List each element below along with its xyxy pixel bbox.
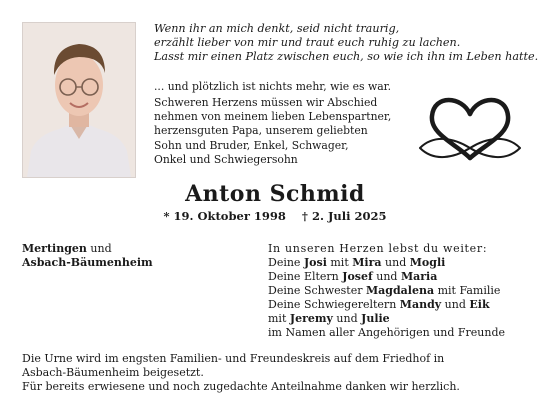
text-run: Deine Eltern bbox=[268, 270, 343, 283]
birth-date: * 19. Oktober 1998 bbox=[163, 209, 286, 223]
portrait-photo bbox=[22, 22, 136, 178]
mourner-name: Mandy bbox=[399, 298, 442, 311]
place-name: Mertingen bbox=[22, 242, 87, 255]
mourner-name: Josi bbox=[303, 256, 327, 269]
sudden-line: ... und plötzlich ist nichts mehr, wie es war. bbox=[154, 80, 392, 93]
mourners-heading: In unseren Herzen lebst du weiter: bbox=[268, 242, 488, 255]
mourner-name: Mira bbox=[352, 256, 382, 269]
mourners-line: im Namen aller Angehörigen und Freunde bbox=[268, 326, 506, 339]
death-date: † 2. Juli 2025 bbox=[301, 209, 387, 223]
heart-infinity-icon bbox=[414, 86, 526, 168]
closing-line: Für bereits erwiesene und noch zugedachte Anteilnahme danken wir herzlich. bbox=[22, 379, 460, 393]
announcement-line: nehmen von meinem lieben Lebenspartner, bbox=[154, 110, 392, 124]
mourners-line bbox=[268, 284, 538, 298]
place-line bbox=[22, 256, 153, 270]
closing-line: Die Urne wird im engsten Familien- und Freundeskreis auf dem Friedhof in bbox=[22, 352, 445, 365]
deceased-name: Anton Schmid bbox=[185, 181, 365, 207]
memorial-poem bbox=[154, 22, 539, 64]
mourner-name: Julie bbox=[361, 312, 390, 325]
mourners-line bbox=[268, 298, 538, 312]
text-run: Deine bbox=[268, 256, 304, 269]
text-run: und bbox=[332, 312, 362, 325]
mourner-name: Jeremy bbox=[289, 312, 333, 325]
mourner-name: Eik bbox=[469, 298, 490, 311]
closing-line: Asbach-Bäumenheim beigesetzt. bbox=[22, 365, 204, 379]
text-run: und bbox=[372, 270, 401, 283]
poem-line: erzählt lieber von mir und traut euch ruhig zu lachen. bbox=[154, 36, 461, 49]
place-line bbox=[22, 242, 153, 256]
announcement-text bbox=[154, 96, 391, 167]
announcement-line: Schweren Herzens müssen wir Abschied bbox=[154, 96, 378, 109]
mourner-name: Maria bbox=[400, 270, 438, 283]
text-run: Deine Schwiegereltern bbox=[268, 298, 400, 311]
announcement-line: Onkel und Schwiegersohn bbox=[154, 152, 298, 166]
mourners-line bbox=[268, 312, 538, 326]
places-of-residence bbox=[22, 242, 153, 270]
poem-line: Lasst mir einen Platz zwischen euch, so wie ich ihn im Leben hatte. bbox=[154, 50, 539, 63]
text-run: mit Familie bbox=[434, 284, 501, 297]
mourner-name: Mogli bbox=[409, 256, 446, 269]
mourners-line bbox=[268, 256, 538, 270]
text-run: und bbox=[441, 298, 470, 311]
mourners-list bbox=[268, 242, 538, 340]
poem-line: Wenn ihr an mich denkt, seid nicht traurig, bbox=[154, 22, 400, 35]
portrait-illustration bbox=[23, 23, 135, 177]
mourner-name: Josef bbox=[342, 270, 373, 283]
announcement-line: herzensguten Papa, unserem geliebten bbox=[154, 124, 368, 138]
place-conjunction: und bbox=[86, 242, 112, 255]
mourner-name: Magdalena bbox=[365, 284, 435, 297]
text-run: mit bbox=[326, 256, 353, 269]
text-run: Deine Schwester bbox=[268, 284, 366, 297]
life-dates bbox=[0, 209, 550, 223]
funeral-information bbox=[22, 352, 532, 393]
place-name: Asbach-Bäumenheim bbox=[22, 256, 153, 269]
text-run: mit bbox=[268, 312, 290, 325]
text-run: und bbox=[381, 256, 410, 269]
mourners-line bbox=[268, 270, 538, 284]
announcement-line: Sohn und Bruder, Enkel, Schwager, bbox=[154, 138, 349, 152]
